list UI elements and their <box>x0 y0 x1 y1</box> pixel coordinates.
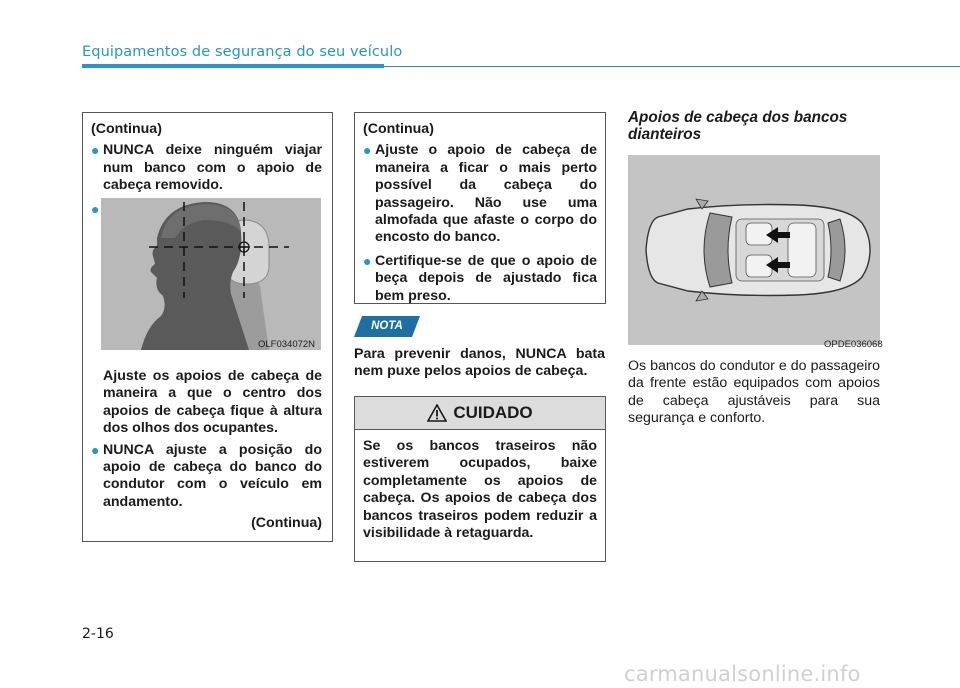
caution-title: CUIDADO <box>453 403 533 423</box>
heading-front-headrests: Apoios de cabeça dos bancos dianteiros <box>628 109 848 143</box>
section-rule-thin <box>384 66 960 67</box>
continued-label: (Continua) <box>91 121 162 137</box>
car-top-view-icon <box>628 155 880 345</box>
bullet-item: ● Ajuste o apoio de cabeça de maneira a ficar o mais perto possível da cabeça do passageiro. Não use uma almofada que afaste o corpo do encosto do banco. <box>363 142 597 246</box>
warning-triangle-icon <box>427 404 447 422</box>
figure-code: OLF034072N <box>258 339 316 350</box>
continued-label: (Continua) <box>363 121 434 137</box>
bullet-item: ● NUNCA ajuste a posição do apoio de cabeça do banco do condutor com o veículo em andamento. <box>91 441 322 510</box>
bullet-dot-icon: ● <box>91 142 100 159</box>
front-headrests-paragraph: Os bancos do condutor e do passageiro da frente estão equipados com apoios de cabeça ajustáveis para sua segurança e conforto. <box>628 358 880 427</box>
section-title: Equipamentos de segurança do seu veículo <box>82 44 403 60</box>
bullet-item: ● Certifique-se de que o apoio de beça depois de ajustado fica bem preso. <box>363 252 597 304</box>
figure-code: OPDE036068 <box>824 339 883 350</box>
nota-badge: NOTA <box>354 316 420 337</box>
caution-text: Se os bancos traseiros não estiverem ocupados, baixe completamente os apoios de cabeça. Os apoios de cabeça dos bancos traseiros podem reduzir a visibilidade à retaguarda. <box>363 438 597 542</box>
car-top-view-figure <box>628 155 880 345</box>
bullet-dot-icon: ● <box>91 200 100 217</box>
caution-header <box>355 397 605 430</box>
bullet-item: ● NUNCA deixe ninguém viajar num banco com o apoio de cabeça removido. <box>91 142 322 194</box>
page-number: 2-16 <box>82 626 114 642</box>
continued-label: (Continua) <box>251 515 322 532</box>
nota-text: Para prevenir danos, NUNCA bata nem puxe pelos apoios de cabeça. <box>354 346 605 380</box>
bullet-dot-icon: ● <box>363 142 372 159</box>
bullet-dot-icon: ● <box>363 252 372 269</box>
warning-continued-box-mid <box>354 112 606 304</box>
headrest-position-figure <box>101 198 321 350</box>
head-silhouette-icon <box>101 198 321 350</box>
bullet-item-continued: Ajuste os apoios de cabeça de maneira a que o centro dos apoios de cabeça fique à altura dos olhos dos ocupantes. <box>103 368 322 437</box>
watermark: carmanualsonline.info <box>624 662 861 686</box>
section-rule-thick <box>82 64 384 68</box>
caution-box <box>354 396 606 562</box>
bullet-dot-icon: ● <box>91 441 100 458</box>
